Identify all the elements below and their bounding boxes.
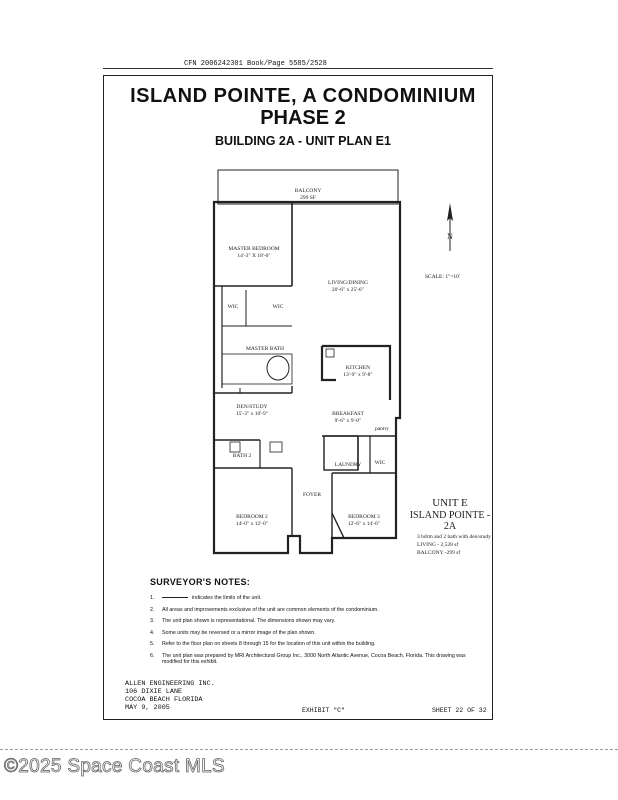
top-rule — [103, 68, 493, 69]
surveyor-company — [125, 680, 215, 712]
breakfast-label: BREAKFAST — [332, 411, 364, 417]
plan-scale: SCALE: 1"=10' — [425, 274, 460, 280]
bedroom3-dim: 12'-6" x 14'-6" — [347, 521, 381, 527]
bath2-label: BATH 2 — [232, 453, 252, 459]
surveyor-notes — [150, 577, 485, 669]
unit-building: ISLAND POINTE - 2A — [409, 510, 491, 532]
document-title: ISLAND POINTE, A CONDOMINIUM — [130, 85, 476, 107]
bedroom3-label: BEDROOM 3 — [348, 514, 380, 520]
document-subtitle: BUILDING 2A - UNIT PLAN E1 — [215, 134, 391, 148]
foyer-label: FOYER — [302, 492, 322, 498]
bedroom2-dim: 14'-0" x 12'-0" — [235, 521, 269, 527]
balcony-area: 299 SF — [300, 195, 316, 201]
note-item: 4. Some units may be reversed or a mirror image of the plan shown. — [150, 629, 316, 636]
company-date: MAY 9, 2005 — [125, 704, 170, 712]
floor-plan — [200, 168, 410, 568]
living-dining-dim: 20'-6" x 25'-6" — [331, 287, 365, 293]
sheet-number: SHEET 22 OF 32 — [432, 707, 487, 714]
den-study-dim: 15'-3" x 10'-9" — [235, 411, 269, 417]
document-phase: PHASE 2 — [260, 107, 346, 129]
note-item: 2. All areas and improvements exclusive of the unit are common elements of the condominium. — [150, 606, 379, 613]
unit-info — [405, 497, 495, 556]
wic-left-label: WIC — [227, 304, 239, 310]
wic-right-label: WIC — [272, 304, 284, 310]
breakfast-dim: 9'-6" x 9'-0" — [334, 418, 362, 424]
balcony-label: BALCONY — [294, 188, 322, 194]
floor-plan-drawing — [200, 168, 410, 563]
cfn-record-number: CFN 2006242301 Book/Page 5585/2528 — [184, 60, 327, 68]
note-item: 1. indicates the limits of the unit. — [150, 595, 262, 601]
kitchen-label: KITCHEN — [345, 365, 371, 371]
master-bath-label: MASTER BATH — [245, 346, 285, 352]
laundry-label: LAUNDRY — [334, 462, 362, 468]
note-item: 5. Refer to the floor plan on sheets 8 through 15 for the location of this unit within the building. — [150, 641, 376, 647]
exhibit-label: EXHIBIT "C" — [302, 707, 345, 714]
kitchen-dim: 13'-9" x 9'-8" — [343, 372, 373, 378]
mls-watermark: ©2025 Space Coast MLS — [4, 756, 225, 777]
pantry-label: pantry — [374, 426, 390, 432]
company-street: 106 DIXIE LANE — [125, 688, 183, 696]
unit-balcony-area: BALCONY -299 sf — [417, 550, 461, 556]
note-item: 3. The unit plan shown is representational. The dimensions shown may vary. — [150, 618, 336, 624]
unit-limit-line-icon — [162, 597, 188, 598]
note-item: 6. The unit plan was prepared by MRI Architectural Group Inc., 3000 North Atlantic Avenue, Cocoa Beach, Florida. This drawing was modified for this exhibit. — [150, 652, 466, 665]
master-bedroom-label: MASTER BEDROOM — [228, 246, 280, 252]
bedroom2-label: BEDROOM 2 — [236, 514, 268, 520]
north-label: N — [447, 232, 453, 241]
unit-description: 3 bdrm and 2 bath with den/study — [417, 534, 491, 540]
living-dining-label: LIVING/DINING — [327, 280, 369, 286]
unit-name: UNIT E — [432, 497, 468, 509]
footer-rule — [0, 749, 618, 750]
den-study-label: DEN/STUDY — [236, 404, 268, 410]
master-bedroom-dim: 14'-3" X 18'-0" — [237, 253, 271, 259]
wic-bed3-label: WIC — [374, 460, 386, 466]
unit-living-area: LIVING - 2,528 sf — [417, 542, 459, 548]
company-name: ALLEN ENGINEERING INC. — [125, 680, 215, 688]
company-city: COCOA BEACH FLORIDA — [125, 696, 203, 704]
notes-title: SURVEYOR'S NOTES: — [150, 577, 251, 587]
north-arrow-icon — [440, 203, 460, 258]
